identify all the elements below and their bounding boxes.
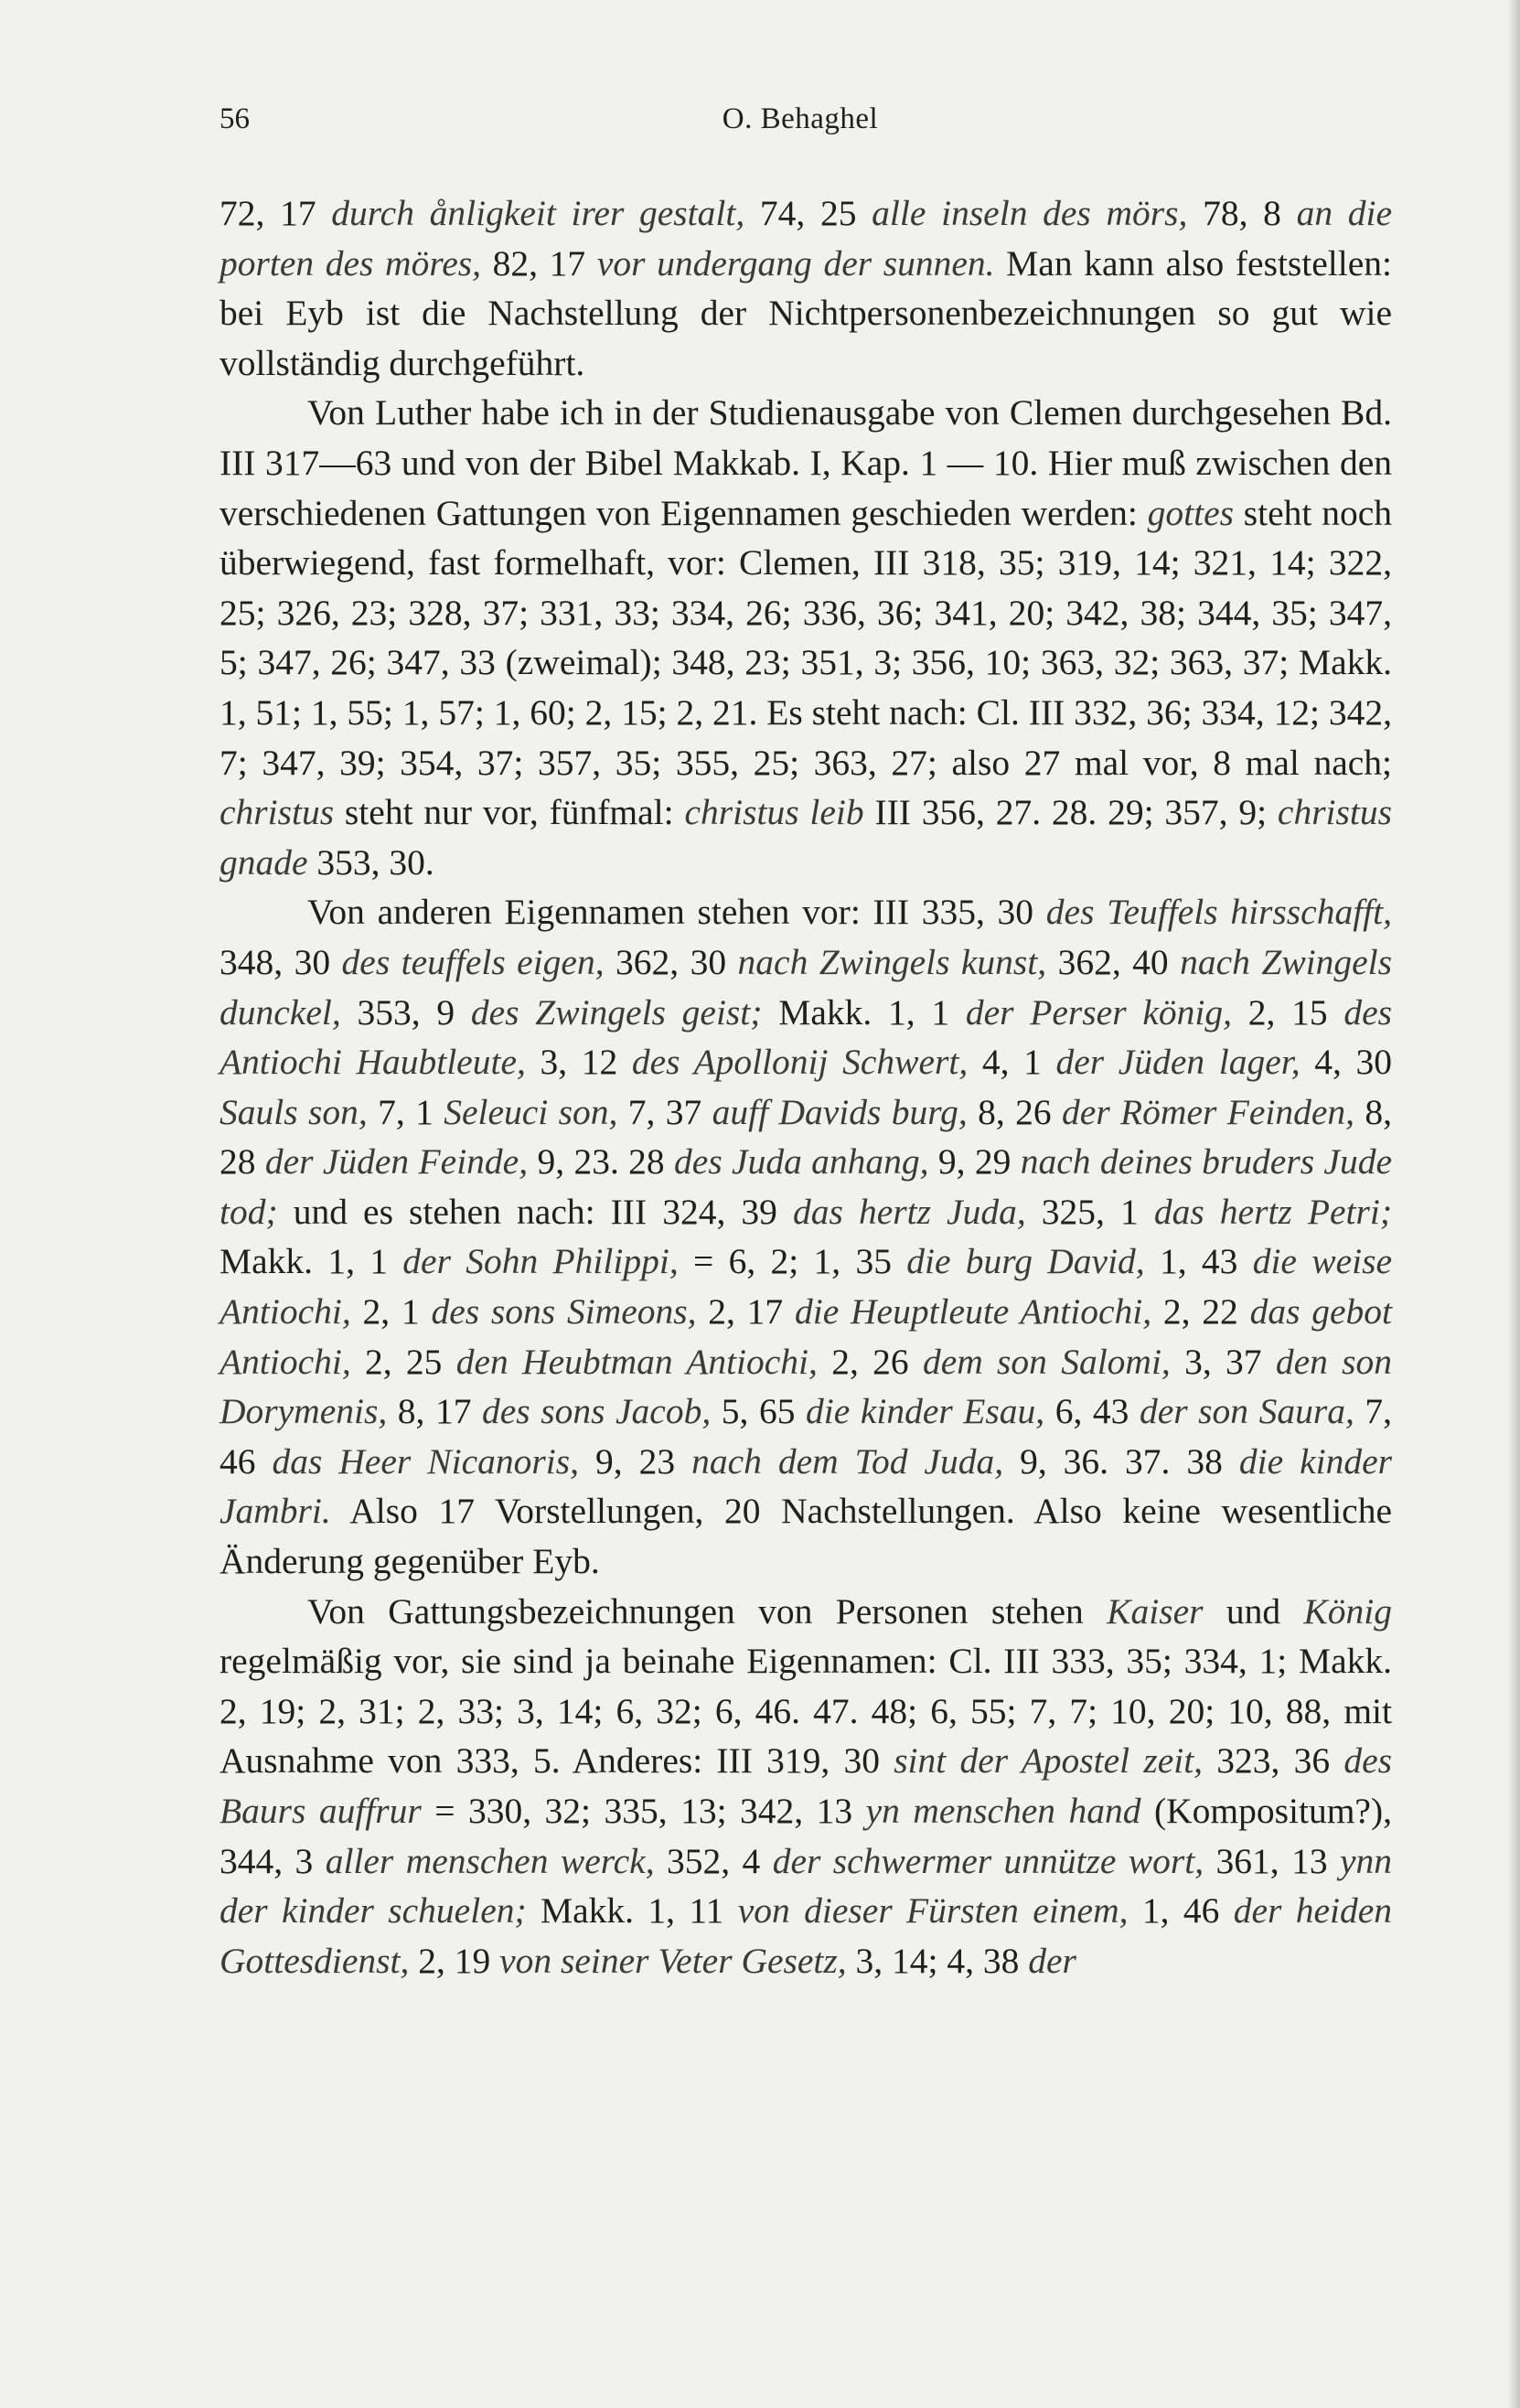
italic-citation: auff Davids burg,	[712, 1091, 968, 1132]
italic-citation: nach deines bruders Jude tod;	[219, 1141, 1392, 1232]
text-run: 7, 37	[617, 1091, 712, 1132]
italic-citation: des sons Jacob,	[482, 1391, 712, 1432]
text-run: 353, 30.	[307, 841, 434, 883]
italic-citation: nach Zwingels kunst,	[737, 941, 1047, 982]
text-run: = 330, 32; 335, 13; 342, 13	[421, 1791, 866, 1831]
text-run: 9, 23. 28	[528, 1141, 675, 1183]
body-text	[219, 188, 1392, 1985]
italic-citation: christus gnade	[219, 792, 1393, 883]
italic-citation: den Heubtman Antiochi,	[455, 1341, 818, 1382]
italic-citation: gottes	[1147, 492, 1234, 533]
italic-citation: des Teuffels hirsschafft,	[1045, 892, 1393, 933]
italic-citation: des sons Simeons,	[431, 1291, 697, 1332]
paragraph	[219, 887, 1392, 1586]
italic-citation: des Juda anhang,	[674, 1141, 929, 1183]
italic-citation: Kaiser	[1107, 1590, 1204, 1632]
running-head: O. Behaghel	[722, 102, 879, 135]
italic-citation: der son Saura,	[1139, 1391, 1354, 1432]
italic-citation: die weise Antiochi,	[219, 1241, 1392, 1332]
italic-citation: alle inseln des mörs,	[872, 193, 1188, 233]
text-run: 72, 17	[219, 193, 332, 233]
text-run: 2, 1	[350, 1291, 432, 1332]
italic-citation: Seleuci son,	[444, 1091, 618, 1132]
text-run: 9, 29	[928, 1141, 1021, 1183]
italic-citation: der Sohn Philippi,	[402, 1241, 679, 1282]
italic-citation: yn menschen hand	[865, 1791, 1141, 1831]
text-run: 7, 1	[367, 1091, 444, 1132]
text-run: 323, 36	[1203, 1740, 1344, 1782]
text-run: 2, 22	[1151, 1291, 1250, 1332]
italic-citation: der Perser könig,	[965, 991, 1232, 1033]
text-run: 82, 17	[481, 242, 597, 284]
italic-citation: vor undergang der sunnen.	[596, 242, 995, 284]
text-run: 8, 28	[219, 1091, 1393, 1183]
text-run: 2, 26	[817, 1341, 923, 1382]
text-run: 2, 15	[1231, 991, 1344, 1033]
paragraph	[219, 388, 1392, 887]
italic-citation: nach Zwingels dunckel,	[219, 941, 1393, 1033]
italic-citation: des Antiochi Haubtleute,	[219, 991, 1393, 1083]
italic-citation: das gebot Antiochi,	[219, 1291, 1393, 1382]
italic-citation: der	[1028, 1940, 1076, 1981]
italic-citation: aller menschen werck,	[325, 1840, 655, 1881]
italic-citation: durch ånligkeit irer gestalt,	[331, 193, 745, 233]
italic-citation: nach dem Tod Juda,	[691, 1440, 1004, 1482]
italic-citation: des Apollonij Schwert,	[631, 1042, 969, 1083]
italic-citation: das hertz Petri;	[1153, 1191, 1392, 1232]
text-run: 9, 36. 37. 38	[1003, 1440, 1239, 1482]
italic-citation: sint der Apostel zeit,	[894, 1740, 1204, 1782]
italic-citation: des teuffels eigen,	[341, 941, 605, 982]
text-run: Makk. 1, 11	[526, 1890, 738, 1932]
italic-citation: die kinder Esau,	[806, 1391, 1045, 1432]
text-run: 1, 43	[1144, 1241, 1253, 1282]
italic-citation: des Zwingels geist;	[470, 991, 763, 1033]
page-header	[219, 102, 1381, 148]
italic-citation: ynn der kinder schuelen;	[219, 1840, 1393, 1932]
text-run: 3, 12	[525, 1042, 632, 1083]
text-run: Makk. 1, 1	[219, 1241, 403, 1282]
text-run: 5, 65	[711, 1391, 807, 1432]
text-run: 353, 9	[340, 991, 471, 1033]
italic-citation: der Jüden lager,	[1055, 1042, 1301, 1083]
italic-citation: an die porten des möres,	[219, 193, 1393, 284]
text-run: 2, 19	[409, 1940, 500, 1981]
text-run: III 356, 27. 28. 29; 357, 9;	[863, 792, 1278, 833]
text-run: 348, 30	[219, 941, 342, 982]
italic-citation: des Baurs auffrur	[219, 1740, 1392, 1831]
italic-citation: dem son Salomi,	[922, 1341, 1171, 1382]
text-run: 2, 25	[350, 1341, 456, 1382]
text-run: Von Gattungsbezeichnungen von Personen stehen	[307, 1590, 1108, 1632]
text-run: 3, 37	[1170, 1341, 1276, 1382]
italic-citation: die kinder Jambri.	[219, 1440, 1393, 1532]
text-run: Man kann also feststellen: bei Eyb ist die Nachstellung der Nichtpersonenbezeichnungen so gut wie vollständig durchgeführt.	[219, 242, 1393, 383]
italic-citation: christus leib	[684, 792, 864, 833]
text-run: Also 17 Vorstellungen, 20 Nachstellungen. Also keine wesentliche Änderung gegenüber Eyb.	[219, 1491, 1392, 1582]
italic-citation: der schwermer unnütze wort,	[772, 1840, 1204, 1881]
italic-citation: Sauls son,	[219, 1091, 368, 1132]
text-run: und	[1203, 1590, 1304, 1632]
text-run: 9, 23	[578, 1440, 692, 1482]
paragraph	[219, 188, 1392, 388]
italic-citation: der Jüden Feinde,	[264, 1141, 529, 1183]
text-run: 4, 1	[968, 1042, 1056, 1083]
text-run: und es stehen nach: III 324, 39	[277, 1191, 793, 1232]
italic-citation: die burg David,	[906, 1241, 1145, 1282]
italic-citation: das Heer Nicanoris,	[272, 1440, 579, 1482]
italic-citation: von seiner Veter Gesetz,	[499, 1940, 847, 1981]
text-run: regelmäßig vor, sie sind ja beinahe Eigennamen: Cl. III 333, 35; 334, 1; Makk. 2, 19; 2, 31; 2, 33; 3, 14; 6, 32; 6, 46. 47. 48; 6, 55; 7, 7; 10, 20; 10, 88, mit Ausnahme von 333, 5. Anderes: III 319, 30	[219, 1641, 1392, 1782]
text-run: 6, 43	[1044, 1391, 1140, 1432]
italic-citation: König	[1303, 1590, 1392, 1632]
italic-citation: der heiden Gottesdienst,	[219, 1890, 1392, 1981]
page-number: 56	[219, 102, 250, 135]
italic-citation: christus	[219, 792, 335, 833]
text-run: 78, 8	[1187, 193, 1297, 233]
text-run: steht noch überwiegend, fast formelhaft, vor: Clemen, III 318, 35; 319, 14; 321, 14; 322, 25; 326, 23; 328, 37; 331, 33; 334, 26; 336, 36; 341, 20; 342, 38; 344, 35; 347, 5; 347, 26; 347, 33 (zweimal); 348, 23; 351, 3; 356, 10; 363, 32; 363, 37; Makk. 1, 51; 1, 55; 1, 57; 1, 60; 2, 15; 2, 21. Es steht nach: Cl. III 332, 36; 334, 12; 342, 7; 347, 39; 354, 37; 357, 35; 355, 25; 363, 27; also 27 mal vor, 8 mal nach;	[219, 492, 1392, 783]
text-run: 325, 1	[1025, 1191, 1154, 1232]
text-run: Von anderen Eigennamen stehen vor: III 335, 30	[307, 892, 1046, 933]
text-run: 7, 46	[219, 1391, 1393, 1482]
text-run: 8, 17	[387, 1391, 483, 1432]
text-run: 362, 30	[604, 941, 738, 982]
italic-citation: die Heuptleute Antiochi,	[794, 1291, 1152, 1332]
text-run: = 6, 2; 1, 35	[678, 1241, 907, 1282]
text-run: 1, 46	[1128, 1890, 1234, 1932]
text-run: (Kompositum?), 344, 3	[219, 1791, 1392, 1881]
text-run: Von Luther habe ich in der Studienausgabe von Clemen durchgesehen Bd. III 317—63 und von der Bibel Makkab. I, Kap. 1 — 10. Hier muß zwischen den verschiedenen Gattungen von Eigennamen geschieden werden:	[219, 392, 1392, 533]
text-run: Makk. 1, 1	[762, 991, 966, 1033]
text-run: 2, 17	[696, 1291, 795, 1332]
page-edge-shadow	[1507, 0, 1520, 2408]
text-run: 352, 4	[654, 1840, 773, 1881]
text-run: 361, 13	[1204, 1840, 1340, 1881]
text-run: 74, 25	[744, 193, 872, 233]
text-run: 362, 40	[1046, 941, 1181, 982]
italic-citation: von dieser Fürsten einem,	[737, 1890, 1129, 1932]
text-run: 4, 30	[1300, 1042, 1392, 1083]
text-run: 3, 14; 4, 38	[846, 1940, 1029, 1981]
italic-citation: den son Dorymenis,	[219, 1341, 1393, 1432]
italic-citation: der Römer Feinden,	[1062, 1091, 1355, 1132]
text-run: 8, 26	[967, 1091, 1063, 1132]
italic-citation: das hertz Juda,	[793, 1191, 1026, 1232]
text-run: steht nur vor, fünfmal:	[334, 792, 685, 833]
paragraph	[219, 1587, 1392, 1986]
